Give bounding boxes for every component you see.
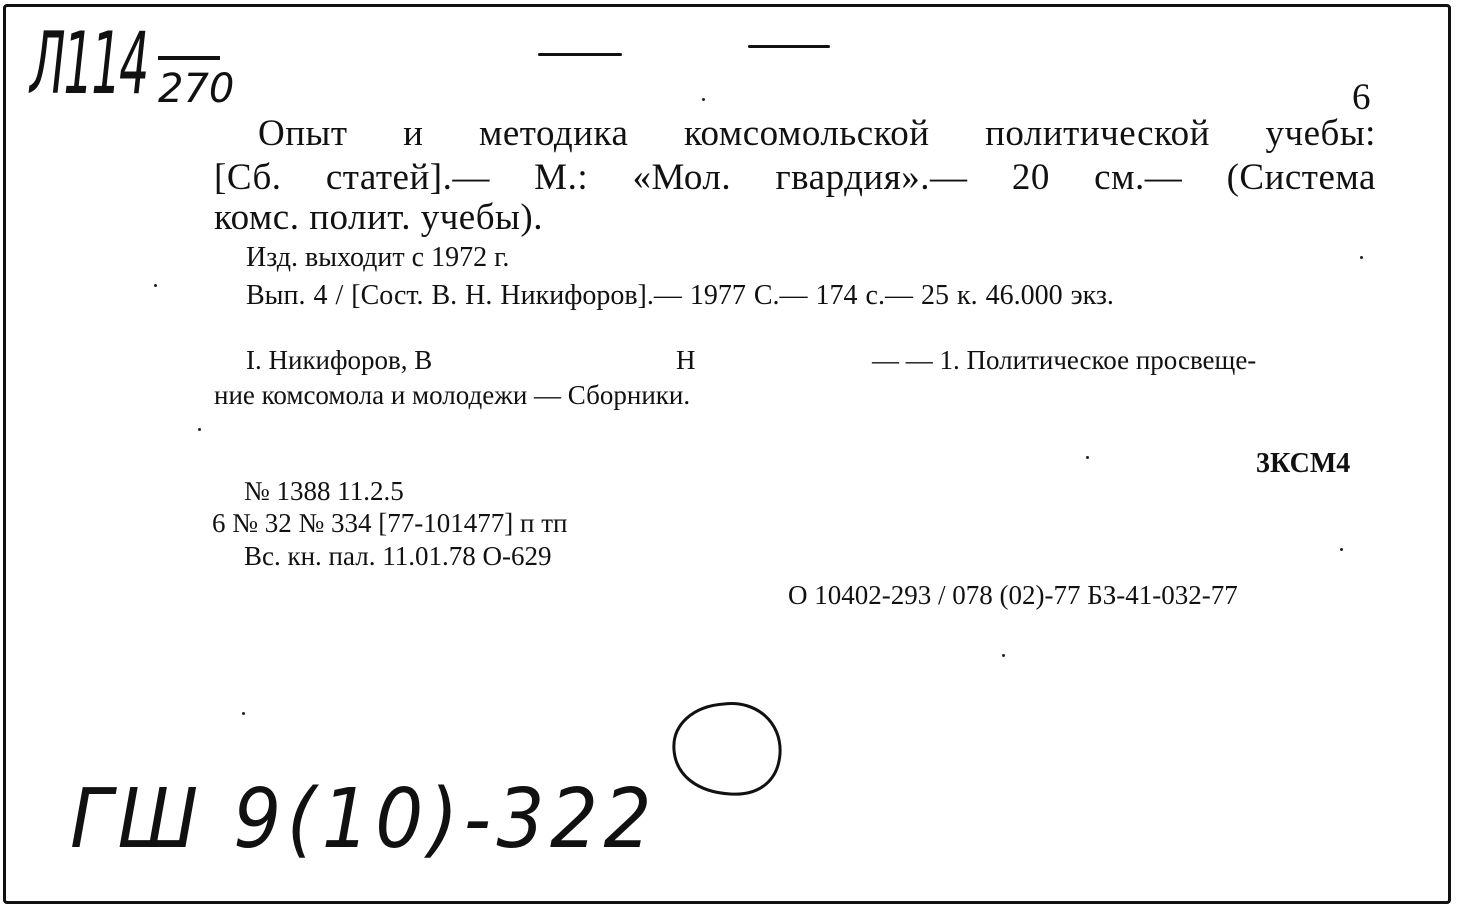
scan-speck <box>702 98 705 101</box>
series-note: Изд. выходит с 1972 г. <box>246 242 510 273</box>
title-word: 20 <box>1011 157 1050 198</box>
scan-speck <box>1340 548 1343 551</box>
title-line-1 <box>258 112 1376 155</box>
handwritten-call-number: ГШ 9(10)-322 <box>70 772 658 867</box>
card-number: 6 <box>1352 77 1371 118</box>
scan-speck <box>242 712 245 715</box>
title-word: политической <box>985 113 1210 154</box>
tracing-part-1: I. Никифоров, В <box>246 345 433 375</box>
title-word: комсомольской <box>683 113 930 154</box>
title-word: учебы: <box>1265 113 1376 154</box>
tracing-part-2: Н <box>676 345 696 375</box>
tracing-part-3: — — 1. Политическое просвеще- <box>872 345 1257 375</box>
scan-speck <box>154 284 157 287</box>
title-word: [Сб. <box>214 157 282 198</box>
shelfmark-fraction-bar <box>158 56 220 60</box>
title-word: статей].— <box>325 157 490 198</box>
tracing-line-2: ние комсомола и молодежи — Сборники. <box>214 380 691 410</box>
publisher-code: О 10402-293 / 078 (02)-77 БЗ-41-032-77 <box>788 580 1238 610</box>
title-word: методика <box>478 113 629 154</box>
scan-speck <box>198 428 201 431</box>
scan-speck <box>1086 456 1089 459</box>
class-code: 3КСМ4 <box>1256 448 1351 479</box>
title-word: см.— <box>1094 157 1183 198</box>
title-word: (Система <box>1226 157 1376 198</box>
title-word: Опыт <box>258 113 348 154</box>
title-word: и <box>403 113 424 154</box>
scan-speck <box>1002 654 1005 657</box>
title-word: М.: <box>534 157 589 198</box>
title-word: гвардия».— <box>775 157 968 198</box>
top-dash-2 <box>748 45 830 48</box>
title-line-2 <box>214 156 1376 199</box>
scan-speck <box>1360 256 1363 259</box>
volume-line: Вып. 4 / [Сост. В. Н. Никифоров].— 1977 С.— 174 с.— 25 к. 46.000 экз. <box>246 280 1114 311</box>
handwritten-shelfmark: Л114 <box>30 14 148 114</box>
print-info-line-1: № 1388 11.2.5 <box>244 476 404 506</box>
top-dash-1 <box>538 53 622 56</box>
print-info-line-2: 6 № 32 № 334 [77-101477] п тп <box>212 508 568 538</box>
print-info-line-3: Вс. кн. пал. 11.01.78 О-629 <box>244 541 552 571</box>
handwritten-shelfmark-fraction: 270 <box>158 66 235 112</box>
title-word: «Мол. <box>632 157 732 198</box>
hand-drawn-circle <box>664 696 794 806</box>
title-line-3: комс. полит. учебы). <box>214 197 543 238</box>
